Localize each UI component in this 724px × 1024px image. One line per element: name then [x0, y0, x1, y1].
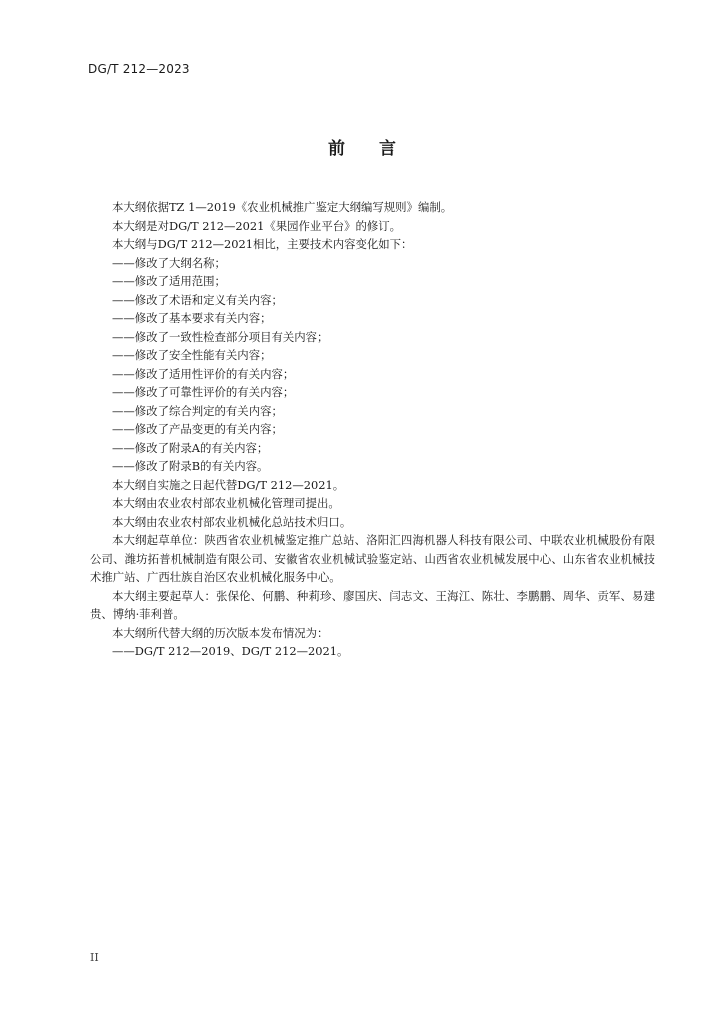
paragraph-drafting-units: 本大纲起草单位：陕西省农业机械鉴定推广总站、洛阳汇四海机器人科技有限公司、中联农业机械股份有限公司、潍坊拓普机械制造有限公司、安徽省农业机械试验鉴定站、山西省农业机械发展中心、山东省农业机械技术推广站、广西壮族自治区农业机械化服务中心。 [90, 533, 655, 584]
paragraph-centralized-unit: 本大纲由农业农村部农业机械化总站技术归口。 [112, 514, 352, 529]
paragraph-proposer: 本大纲由农业农村部农业机械化管理司提出。 [112, 496, 340, 510]
history-item: ——DG/T 212—2019、DG/T 212—2021。 [112, 644, 349, 658]
change-item: ——修改了综合判定的有关内容； [112, 403, 283, 418]
change-item: ——修改了附录A的有关内容； [112, 440, 269, 455]
change-item: ——修改了安全性能有关内容； [112, 348, 272, 362]
change-item: ——修改了产品变更的有关内容； [112, 422, 283, 436]
paragraph-basis: 本大纲依据TZ 1—2019《农业机械推广鉴定大纲编写规则》编制。 [112, 200, 453, 214]
change-item: ——修改了适用性评价的有关内容； [112, 366, 295, 381]
change-item: ——修改了可靠性评价的有关内容； [112, 385, 295, 399]
change-item: ——修改了术语和定义有关内容； [112, 292, 283, 307]
paragraph-drafters: 本大纲主要起草人：张保伦、何鹏、种莉珍、廖国庆、闫志文、王海江、陈壮、李鹏鹏、周华、贡军、易建贵、博纳·菲利普。 [90, 588, 655, 621]
paragraph-supersedes: 本大纲自实施之日起代替DG/T 212—2021。 [112, 477, 345, 492]
paragraph-revision: 本大纲是对DG/T 212—2021《果园作业平台》的修订。 [112, 218, 402, 233]
page-title: 前 言 [328, 139, 396, 159]
change-item: ——修改了基本要求有关内容； [112, 311, 272, 325]
page-number: II [90, 951, 99, 964]
change-item: ——修改了一致性检查部分项目有关内容； [112, 329, 329, 344]
change-item: ——修改了适用范围； [112, 274, 226, 288]
paragraph-changes-intro: 本大纲与DG/T 212—2021相比，主要技术内容变化如下： [112, 237, 413, 251]
paragraph-history-intro: 本大纲所代替大纲的历次版本发布情况为： [112, 625, 329, 640]
standard-code-header: DG/T 212—2023 [88, 62, 190, 76]
change-item: ——修改了大纲名称； [112, 255, 226, 270]
foreword-body [90, 198, 655, 661]
change-item: ——修改了附录B的有关内容。 [112, 459, 269, 473]
